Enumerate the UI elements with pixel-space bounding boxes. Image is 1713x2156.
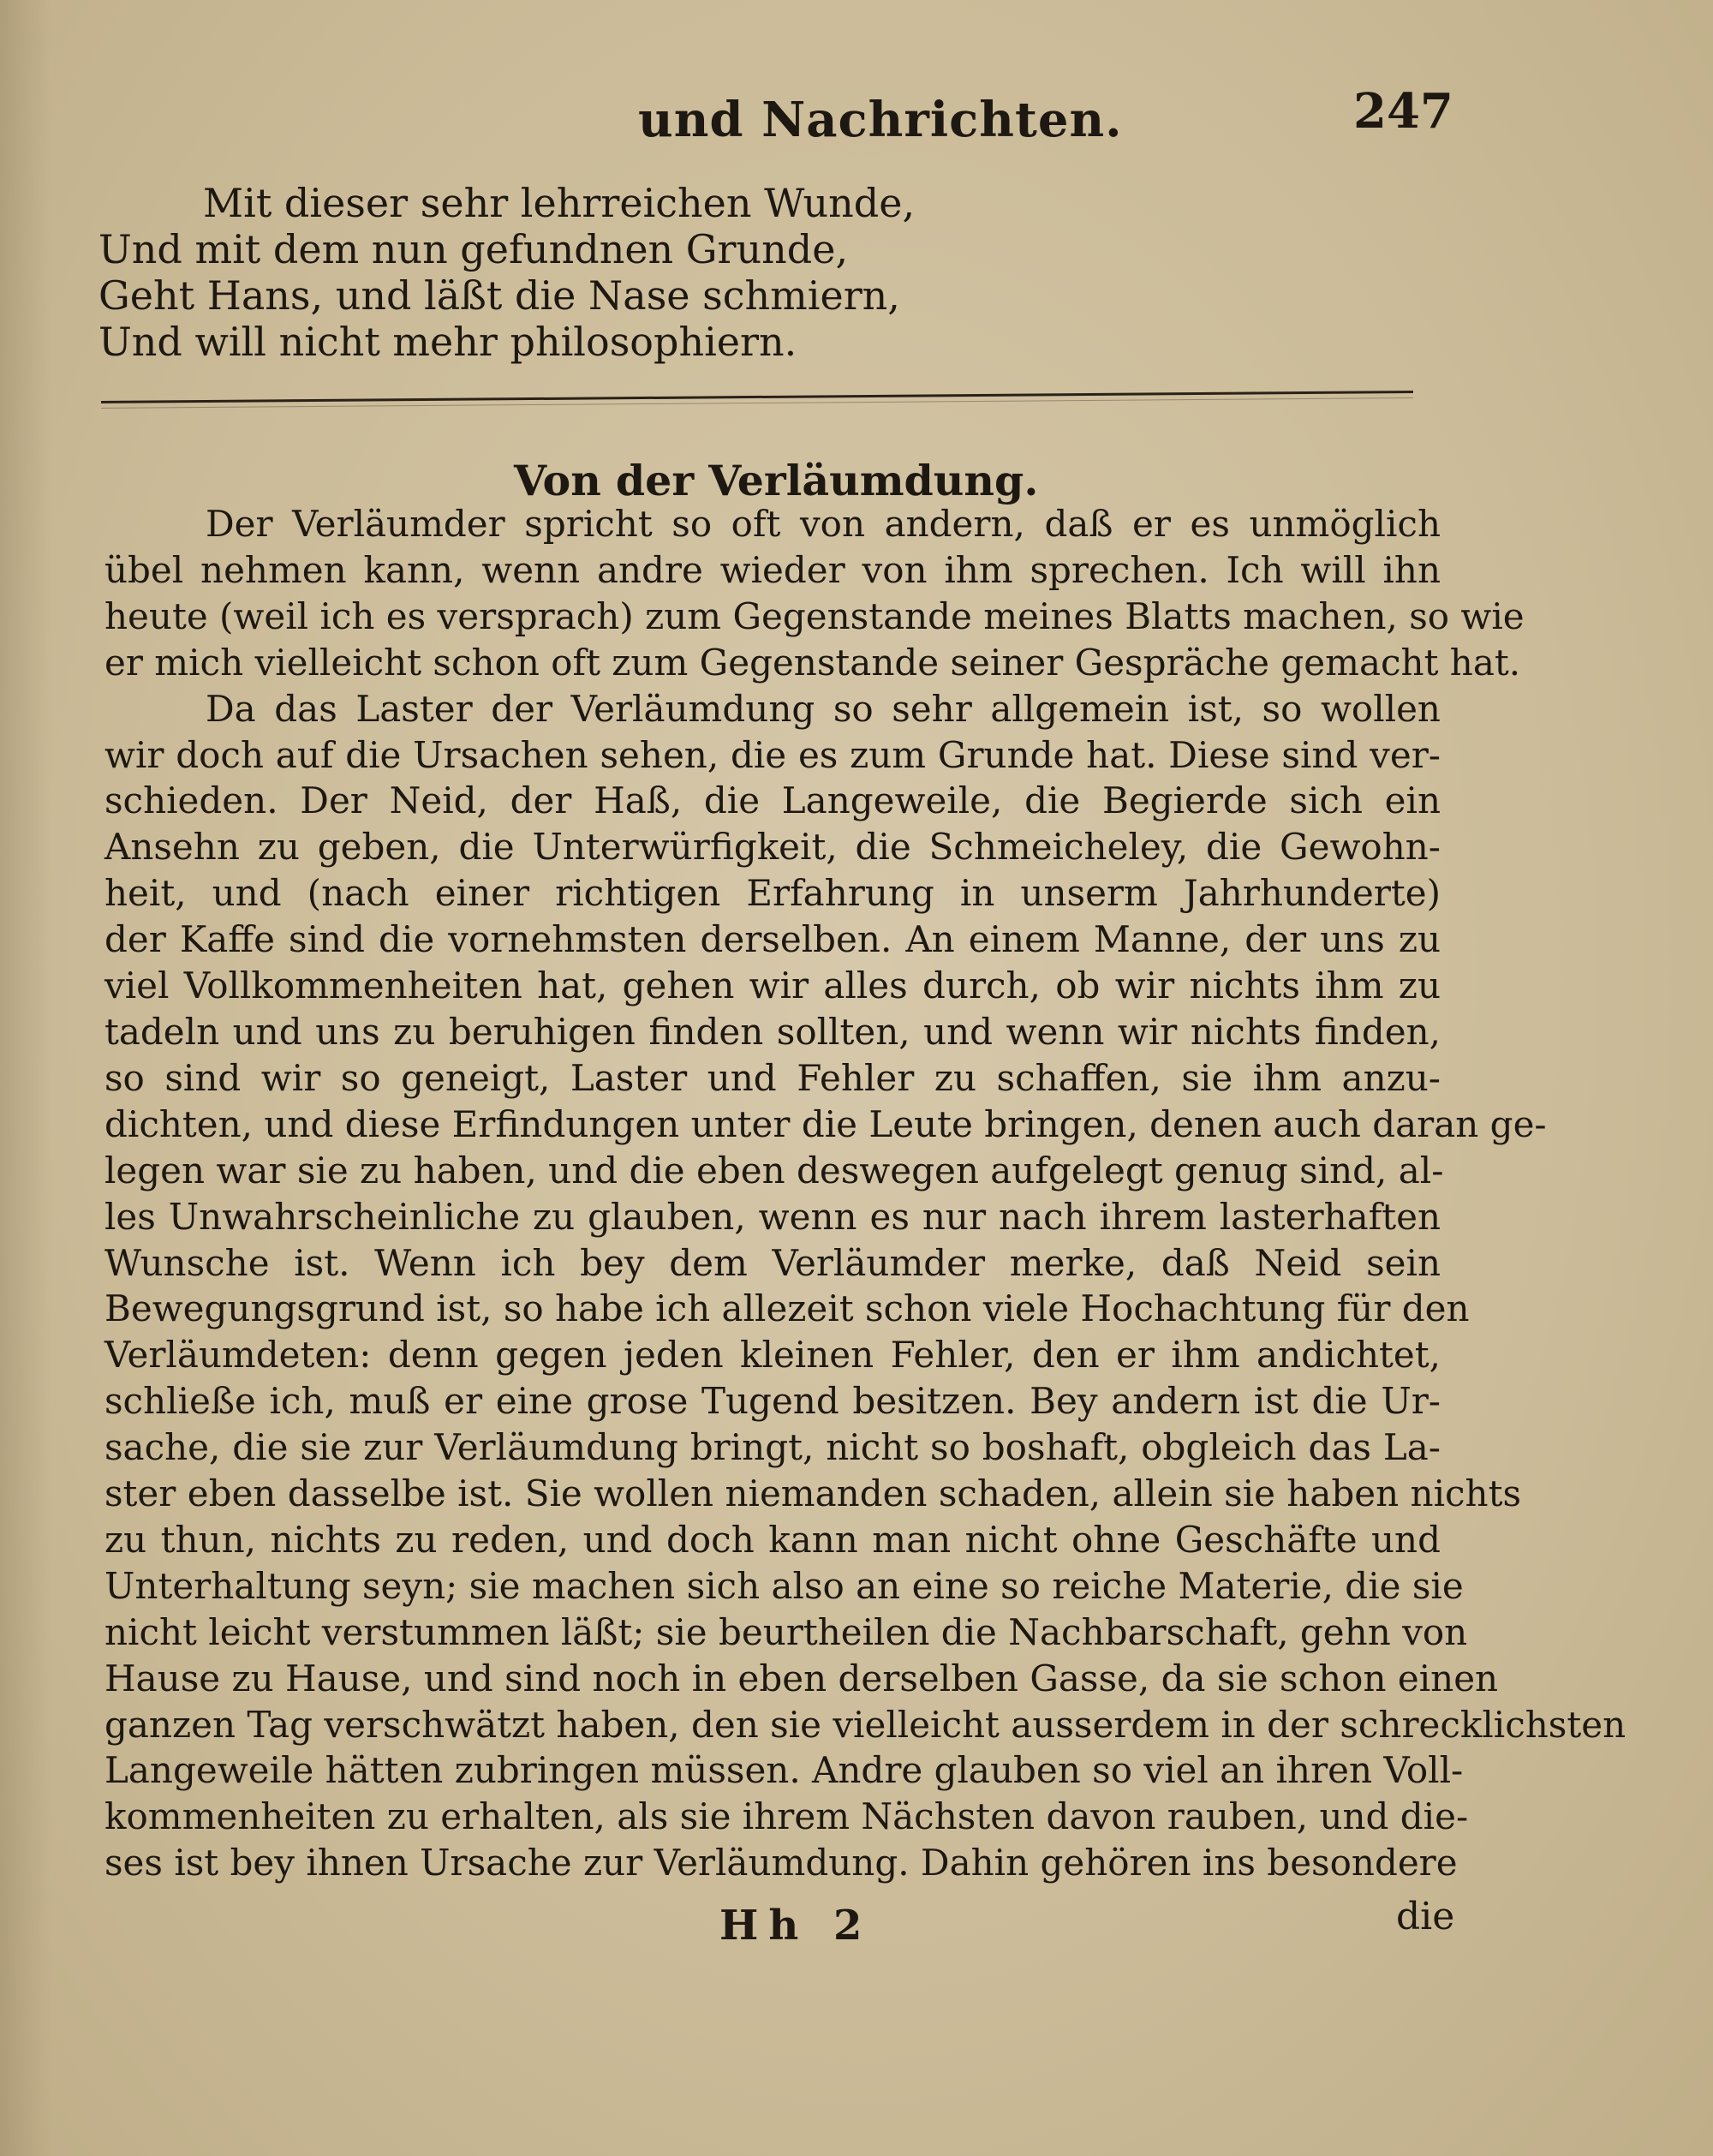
body-line: der Kaffe sind die vornehmsten derselben. An einem Manne, der uns zu <box>104 918 1441 961</box>
poem-line: Und will nicht mehr philosophiern. <box>98 319 797 365</box>
article-title: Von der Verläumdung. <box>514 456 1039 505</box>
body-line: Unterhaltung seyn; sie machen sich also an eine so reiche Materie, die sie <box>104 1564 1464 1607</box>
body-line: er mich vielleicht schon oft zum Gegenstande seiner Gespräche gemacht hat. <box>104 641 1521 684</box>
body-line: Der Verläumder spricht so oft von andern, daß er es unmöglich <box>206 503 1441 545</box>
body-line: wir doch auf die Ursachen sehen, die es zum Grunde hat. Diese sind ver- <box>104 733 1441 776</box>
poem-line: Geht Hans, und läßt die Nase schmiern, <box>98 272 900 319</box>
body-line: nicht leicht verstummen läßt; sie beurtheilen die Nachbarschaft, gehn von <box>104 1610 1468 1653</box>
body-line: viel Vollkommenheiten hat, gehen wir alles durch, ob wir nichts ihm zu <box>104 965 1441 1007</box>
body-line: ster eben dasselbe ist. Sie wollen niemanden schaden, allein sie haben nichts <box>104 1472 1522 1515</box>
body-line: heit, und (nach einer richtigen Erfahrung in unserm Jahrhunderte) <box>104 872 1441 915</box>
signature-mark: Hh 2 <box>719 1902 873 1950</box>
poem-line: Und mit dem nun gefundnen Grunde, <box>98 226 849 272</box>
running-header <box>0 81 1713 150</box>
body-line: legen war sie zu haben, und die eben deswegen aufgelegt genug sind, al- <box>104 1149 1444 1191</box>
body-line: tadeln und uns zu beruhigen finden sollten, und wenn wir nichts finden, <box>104 1010 1441 1053</box>
page-number: 247 <box>1353 83 1453 140</box>
body-line: Bewegungsgrund ist, so habe ich allezeit schon viele Hochachtung für den <box>104 1287 1470 1330</box>
body-line: ses ist bey ihnen Ursache zur Verläumdung. Dahin gehören ins besondere <box>104 1842 1458 1884</box>
body-line: schließe ich, muß er eine grose Tugend besitzen. Bey andern ist die Ur- <box>104 1380 1441 1423</box>
body-line: Wunsche ist. Wenn ich bey dem Verläumder merke, daß Neid sein <box>104 1241 1441 1284</box>
body-line: Verläumdeten: denn gegen jeden kleinen Fehler, den er ihm andichtet, <box>104 1334 1441 1377</box>
body-line: heute (weil ich es versprach) zum Gegenstande meines Blatts machen, so wie <box>104 594 1525 637</box>
body-line: les Unwahrscheinliche zu glauben, wenn es nur nach ihrem lasterhaften <box>104 1195 1441 1238</box>
catchword: die <box>1396 1895 1455 1938</box>
article-body <box>104 501 1626 1886</box>
section-divider <box>101 391 1413 403</box>
body-line: übel nehmen kann, wenn andre wieder von ihm sprechen. Ich will ihn <box>104 548 1441 591</box>
body-line: Da das Laster der Verläumdung so sehr allgemein ist, so wollen <box>206 687 1441 730</box>
body-line: Hause zu Hause, und sind noch in eben derselben Gasse, da sie schon einen <box>104 1657 1499 1699</box>
body-line: schieden. Der Neid, der Haß, die Langeweile, die Begierde sich ein <box>104 779 1441 822</box>
header-title: und Nachrichten. <box>638 92 1123 148</box>
body-line: Langeweile hätten zubringen müssen. Andre glauben so viel an ihren Voll- <box>104 1749 1464 1792</box>
body-line: zu thun, nichts zu reden, und doch kann man nicht ohne Geschäfte und <box>104 1518 1441 1561</box>
body-line: dichten, und diese Erfindungen unter die Leute bringen, denen auch daran ge- <box>104 1102 1547 1145</box>
body-line: kommenheiten zu erhalten, als sie ihrem Nächsten davon rauben, und die- <box>104 1795 1469 1838</box>
poem-stanza <box>98 180 955 365</box>
body-line: sache, die sie zur Verläumdung bringt, nicht so boshaft, obgleich das La- <box>104 1426 1441 1469</box>
body-line: ganzen Tag verschwätzt haben, den sie vielleicht ausserdem in der schrecklichsten <box>104 1703 1626 1746</box>
body-line: Ansehn zu geben, die Unterwürfigkeit, die Schmeicheley, die Gewohn- <box>104 826 1441 869</box>
page-edge-shadow <box>0 0 51 2156</box>
poem-line: Mit dieser sehr lehrreichen Wunde, <box>203 180 916 226</box>
body-line: so sind wir so geneigt, Laster und Fehler zu schaffen, sie ihm anzu- <box>104 1056 1441 1099</box>
